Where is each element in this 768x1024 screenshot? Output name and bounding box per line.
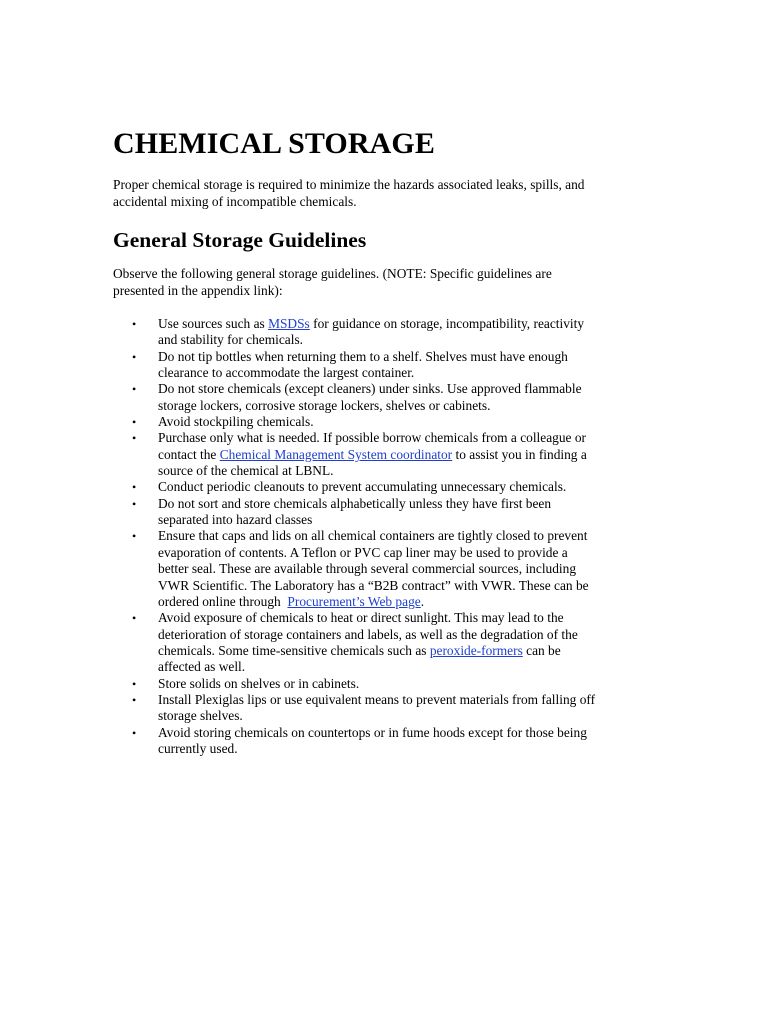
bullet-icon: • xyxy=(132,480,137,495)
list-item-line: Avoid stockpiling chemicals. xyxy=(158,414,314,430)
bullet-icon: • xyxy=(132,415,137,430)
list-item-line: clearance to accommodate the largest container. xyxy=(158,365,415,381)
text-run: can be xyxy=(522,642,561,658)
list-item-line: separated into hazard classes xyxy=(158,512,313,528)
list-item-line: Avoid storing chemicals on countertops or in fume hoods except for those being xyxy=(158,724,587,740)
list-item-line: Do not tip bottles when returning them to a shelf. Shelves must have enough xyxy=(158,348,568,364)
list-item xyxy=(113,349,653,382)
observe-line: Observe the following general storage guidelines. (NOTE: Specific guidelines are xyxy=(113,266,552,281)
list-item-line xyxy=(158,643,653,659)
bullet-icon: • xyxy=(132,496,137,511)
list-item-line: Do not sort and store chemicals alphabetically unless they have first been xyxy=(158,495,552,511)
list-item xyxy=(113,414,653,430)
text-run: ordered online through xyxy=(158,593,288,609)
list-item xyxy=(113,496,653,529)
guidelines-list xyxy=(113,316,653,757)
list-item xyxy=(113,316,653,349)
list-item xyxy=(113,528,653,610)
list-item xyxy=(113,725,653,758)
text-run: Use sources such as xyxy=(158,316,269,331)
list-item-line: storage lockers, corrosive storage lockers, shelves or cabinets. xyxy=(158,397,491,413)
list-item xyxy=(113,381,653,414)
list-item-line: source of the chemical at LBNL. xyxy=(158,463,334,479)
list-item-line: currently used. xyxy=(158,740,238,756)
list-item-line: better seal. These are available through several commercial sources, including xyxy=(158,561,577,577)
intro-paragraph xyxy=(113,177,648,210)
bullet-icon: • xyxy=(132,349,137,364)
list-item-line xyxy=(158,447,653,463)
chemical-management-coordinator-link[interactable]: Chemical Management System coordinator xyxy=(219,446,453,462)
bullet-icon: • xyxy=(132,529,137,544)
text-run: for guidance on storage, incompatibility, reactivity xyxy=(309,316,585,331)
msds-link[interactable]: MSDSs xyxy=(268,316,310,331)
text-run: . xyxy=(420,593,425,609)
list-item-line: affected as well. xyxy=(158,659,246,675)
bullet-icon: • xyxy=(132,382,137,397)
list-item-line: storage shelves. xyxy=(158,708,243,724)
list-item xyxy=(113,676,653,692)
list-item-line: deterioration of storage containers and labels, as well as the degradation of the xyxy=(158,626,578,642)
list-item-line: and stability for chemicals. xyxy=(158,332,304,348)
list-item xyxy=(113,430,653,479)
bullet-icon: • xyxy=(132,676,137,691)
text-run: to assist you in finding a xyxy=(452,446,587,462)
bullet-icon: • xyxy=(132,725,137,740)
list-item-line: Do not store chemicals (except cleaners) under sinks. Use approved flammable xyxy=(158,381,582,397)
list-item-line: Conduct periodic cleanouts to prevent accumulating unnecessary chemicals. xyxy=(158,479,567,495)
intro-line: accidental mixing of incompatible chemicals. xyxy=(113,193,357,209)
list-item xyxy=(113,610,653,675)
list-item-line: Purchase only what is needed. If possible borrow chemicals from a colleague or xyxy=(158,430,586,446)
bullet-icon: • xyxy=(132,692,137,707)
section-heading: General Storage Guidelines xyxy=(113,228,367,252)
text-run: contact the xyxy=(158,446,220,462)
bullet-icon: • xyxy=(132,611,137,626)
list-item-line xyxy=(158,594,653,610)
page-title: CHEMICAL STORAGE xyxy=(113,127,435,160)
list-item-line: Ensure that caps and lids on all chemical containers are tightly closed to prevent xyxy=(158,528,588,544)
bullet-icon: • xyxy=(132,317,137,331)
procurement-web-page-link[interactable]: Procurement’s Web page xyxy=(287,593,421,609)
list-item-line: VWR Scientific. The Laboratory has a “B2B contract” with VWR. These can be xyxy=(158,577,589,593)
list-item-line: Install Plexiglas lips or use equivalent means to prevent materials from falling off xyxy=(158,691,596,707)
list-item-line: Store solids on shelves or in cabinets. xyxy=(158,675,360,691)
intro-line: Proper chemical storage is required to minimize the hazards associated leaks, spills, and xyxy=(113,177,585,192)
peroxide-formers-link[interactable]: peroxide-formers xyxy=(429,642,523,658)
observe-paragraph xyxy=(113,266,648,299)
observe-line: presented in the appendix link): xyxy=(113,282,283,298)
list-item xyxy=(113,479,653,495)
list-item-line: evaporation of contents. A Teflon or PVC cap liner may be used to provide a xyxy=(158,544,568,560)
bullet-icon: • xyxy=(132,431,137,446)
list-item xyxy=(113,692,653,725)
text-run: chemicals. Some time-sensitive chemicals such as xyxy=(158,642,430,658)
list-item-line xyxy=(158,316,653,332)
list-item-line: Avoid exposure of chemicals to heat or direct sunlight. This may lead to the xyxy=(158,610,564,626)
